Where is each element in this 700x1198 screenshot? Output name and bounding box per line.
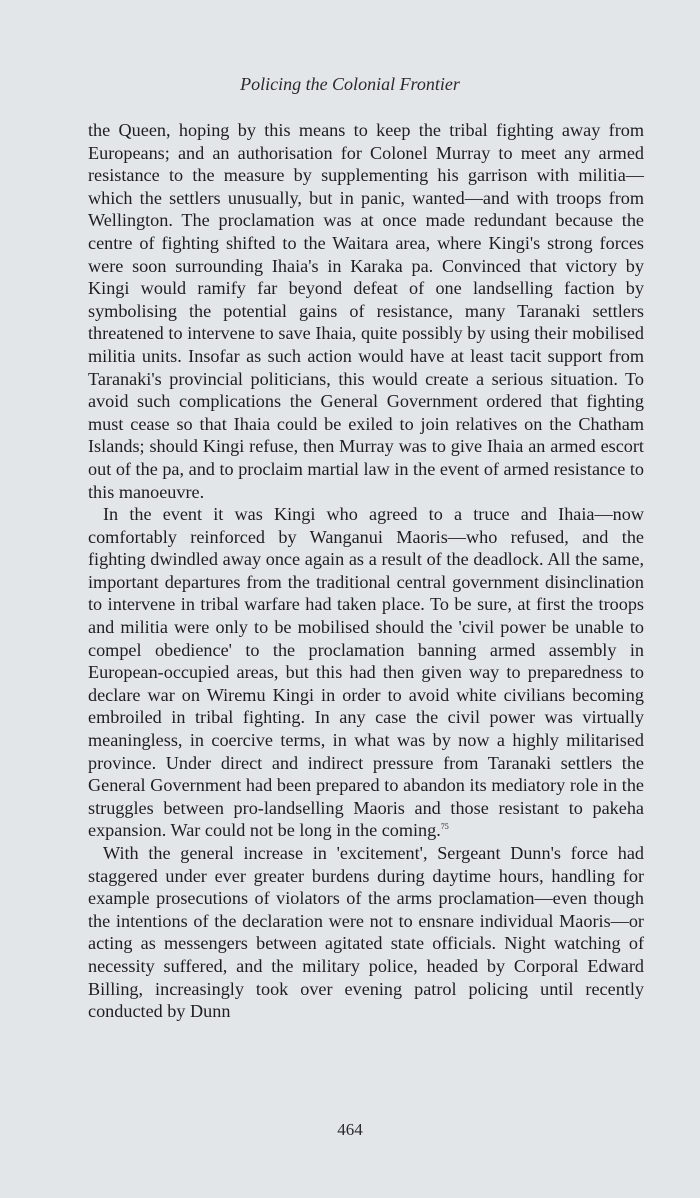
paragraph-text: the Queen, hoping by this means to keep the tribal fighting away from Europeans; and an authorisation for Colonel Murray to meet any armed resistance to the measure by supplementing his garrison with militia—which the settlers unusually, but in panic, wanted—and with troops from Wellington. The proclamation was at once made redundant because the centre of fighting shifted to the Waitara area, where Kingi's strong forces were soon surrounding Ihaia's in Karaka pa. Convinced that victory by Kingi would ramify far beyond defeat of one landselling faction by symbolising the potential gains of resistance, many Taranaki settlers threatened to intervene to save Ihaia, quite possibly by using their mobilised militia units. Insofar as such action would have at least tacit support from Taranaki's provincial politicians, this would create a serious situation. To avoid such complications the General Government ordered that fighting must cease so that Ihaia could be exiled to join relatives on the Chatham Islands; should Kingi refuse, then Murray was to give Ihaia an armed escort out of the pa, and to proclaim martial law in the event of armed resistance to this manoeuvre. bbox=[88, 120, 644, 502]
running-head: Policing the Colonial Frontier bbox=[240, 74, 460, 94]
body-text bbox=[88, 119, 644, 1023]
paragraph bbox=[88, 842, 644, 1023]
footnote-reference: 75 bbox=[440, 822, 449, 832]
paragraph-text: With the general increase in 'excitement', Sergeant Dunn's force had staggered under ever greater burdens during daytime hours, handling for example prosecutions of violators of the arms proclamation—even though the intentions of the declaration were not to ensnare individual Maoris—or acting as messengers between agitated state officials. Night watching of necessity suffered, and the military police, headed by Corporal Edward Billing, increasingly took over evening patrol policing until recently conducted by Dunn bbox=[88, 843, 644, 1022]
paragraph bbox=[88, 503, 644, 842]
page-number: 464 bbox=[337, 1120, 363, 1139]
paragraph bbox=[88, 119, 644, 503]
paragraph-text: In the event it was Kingi who agreed to a truce and Ihaia—now comfortably reinforced by Wanganui Maoris—who refused, and the fighting dwindled away once again as a result of the deadlock. All the same, important departures from the traditional central government disinclination to intervene in tribal warfare had taken place. To be sure, at first the troops and militia were only to be mobilised should the 'civil power be unable to compel obedience' to the proclamation banning armed assembly in European-occupied areas, but this had then given way to preparedness to declare war on Wiremu Kingi in order to avoid white civilians becoming embroiled in tribal fighting. In any case the civil power was virtually meaningless, in coercive terms, in what was by now a highly militarised province. Under direct and indirect pressure from Taranaki settlers the General Government had been prepared to abandon its mediatory role in the struggles between pro-landselling Maoris and those resistant to pakeha expansion. War could not be long in the coming. bbox=[88, 504, 644, 841]
